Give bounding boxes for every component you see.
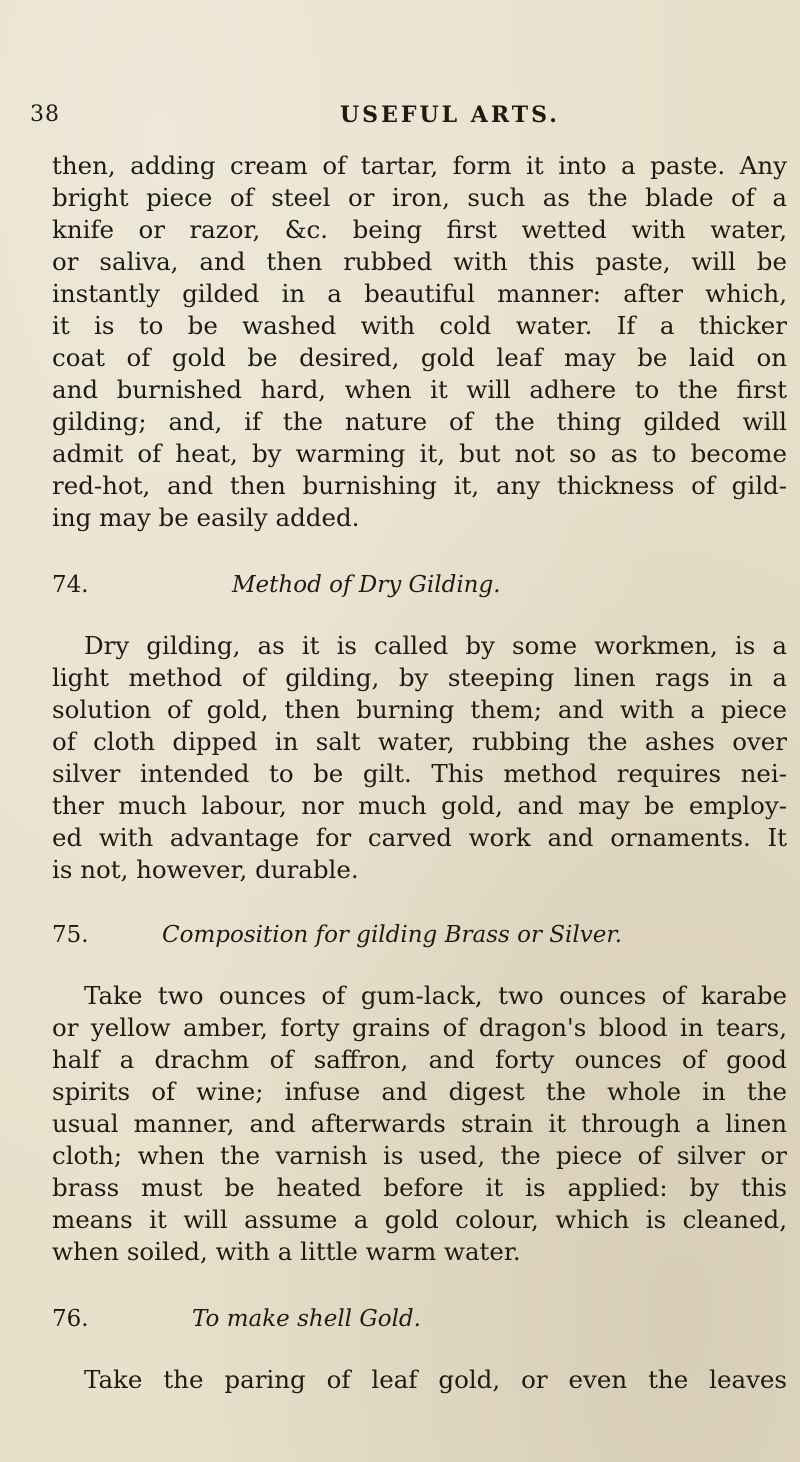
section-title: Composition for gilding Brass or Silver. bbox=[162, 922, 623, 948]
running-head bbox=[30, 102, 770, 136]
text-line: then, adding cream of tartar, form it into a paste. Any bbox=[52, 151, 787, 180]
text-line: ed with advantage for carved work and ornaments. It bbox=[52, 823, 787, 852]
text-line: half a drachm of saffron, and forty ounces of good bbox=[52, 1045, 787, 1074]
section-heading-75 bbox=[52, 920, 787, 950]
text-line: is not, however, durable. bbox=[52, 855, 359, 884]
section-title: To make shell Gold. bbox=[192, 1306, 421, 1332]
text-line: coat of gold be desired, gold leaf may be laid on bbox=[52, 343, 787, 372]
text-line: when soiled, with a little warm water. bbox=[52, 1237, 521, 1266]
text-line: Dry gilding, as it is called by some workmen, is a bbox=[84, 631, 787, 660]
text-line: of cloth dipped in salt water, rubbing the ashes over bbox=[52, 727, 787, 756]
text-line: knife or razor, &c. being first wetted with water, bbox=[52, 215, 787, 244]
text-line: gilding; and, if the nature of the thing gilded will bbox=[52, 407, 787, 436]
text-line: spirits of wine; infuse and digest the whole in the bbox=[52, 1077, 787, 1106]
section-number: 75. bbox=[52, 922, 89, 948]
text-line: solution of gold, then burning them; and with a piece bbox=[52, 695, 787, 724]
text-line: brass must be heated before it is applied: by this bbox=[52, 1173, 787, 1202]
section-title: Method of Dry Gilding. bbox=[232, 572, 501, 598]
text-line: or saliva, and then rubbed with this paste, will be bbox=[52, 247, 787, 276]
text-line: instantly gilded in a beautiful manner: after which, bbox=[52, 279, 787, 308]
text-line: ther much labour, nor much gold, and may be employ- bbox=[52, 791, 787, 820]
text-line: silver intended to be gilt. This method requires nei- bbox=[52, 759, 787, 788]
text-line: cloth; when the varnish is used, the piece of silver or bbox=[52, 1141, 787, 1170]
text-line: usual manner, and afterwards strain it through a linen bbox=[52, 1109, 787, 1138]
text-line: red-hot, and then burnishing it, any thickness of gild- bbox=[52, 471, 787, 500]
text-line: ing may be easily added. bbox=[52, 503, 360, 532]
section-heading-74 bbox=[52, 570, 787, 600]
text-line: Take the paring of leaf gold, or even the leaves bbox=[84, 1365, 787, 1394]
section-number: 74. bbox=[52, 572, 89, 598]
text-line: light method of gilding, by steeping linen rags in a bbox=[52, 663, 787, 692]
text-line: admit of heat, by warming it, but not so as to become bbox=[52, 439, 787, 468]
text-line: and burnished hard, when it will adhere to the first bbox=[52, 375, 787, 404]
text-line: Take two ounces of gum-lack, two ounces of karabe bbox=[84, 981, 787, 1010]
page-number: 38 bbox=[30, 102, 60, 127]
section-number: 76. bbox=[52, 1306, 89, 1332]
text-line: it is to be washed with cold water. If a thicker bbox=[52, 311, 787, 340]
section-heading-76 bbox=[52, 1304, 787, 1334]
text-line: bright piece of steel or iron, such as the blade of a bbox=[52, 183, 787, 212]
text-line: means it will assume a gold colour, which is cleaned, bbox=[52, 1205, 787, 1234]
running-title: USEFUL ARTS. bbox=[340, 102, 560, 128]
text-line: or yellow amber, forty grains of dragon's blood in tears, bbox=[52, 1013, 787, 1042]
